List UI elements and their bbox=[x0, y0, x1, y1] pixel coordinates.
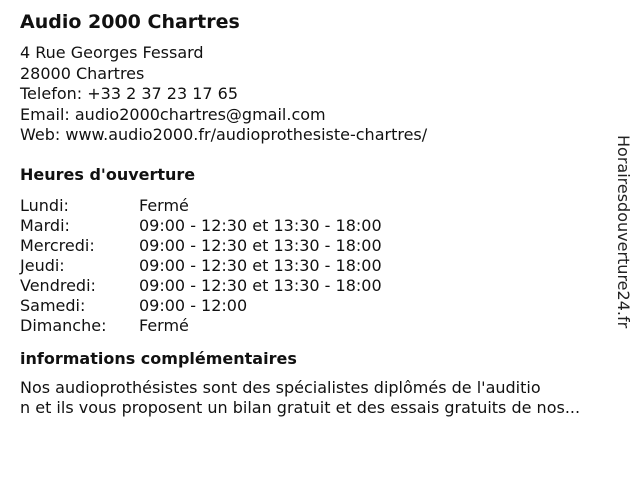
time-value: 09:00 - 12:30 et 13:30 - 18:00 bbox=[139, 215, 382, 235]
business-card bbox=[20, 10, 610, 419]
time-value: 09:00 - 12:30 et 13:30 - 18:00 bbox=[139, 255, 382, 275]
day-label: Mercredi: bbox=[20, 235, 95, 255]
hours-row-vendredi bbox=[20, 276, 610, 296]
address-city: 28000 Chartres bbox=[20, 63, 145, 83]
website-link[interactable]: Web: www.audio2000.fr/audioprothesiste-chartres/ bbox=[20, 125, 428, 144]
contact-block bbox=[20, 43, 610, 146]
hours-row-lundi bbox=[20, 196, 610, 216]
address-street: 4 Rue Georges Fessard bbox=[20, 43, 204, 62]
hours-row-mardi bbox=[20, 216, 610, 236]
info-heading: informations complémentaires bbox=[20, 348, 297, 368]
phone-number[interactable]: Telefon: +33 2 37 23 17 65 bbox=[20, 84, 239, 103]
time-value: 09:00 - 12:00 bbox=[139, 295, 248, 315]
hours-row-mercredi bbox=[20, 236, 610, 256]
hours-heading: Heures d'ouverture bbox=[20, 164, 196, 184]
time-value: 09:00 - 12:30 et 13:30 - 18:00 bbox=[139, 235, 382, 255]
business-name: Audio 2000 Chartres bbox=[20, 11, 240, 33]
info-line: n et ils vous proposent un bilan gratuit et des essais gratuits de nos... bbox=[20, 398, 581, 417]
time-value: 09:00 - 12:30 et 13:30 - 18:00 bbox=[139, 275, 382, 295]
time-value: Fermé bbox=[139, 315, 189, 335]
hours-row-samedi bbox=[20, 296, 610, 316]
day-label: Mardi: bbox=[20, 215, 70, 235]
day-label: Vendredi: bbox=[20, 275, 96, 295]
day-label: Dimanche: bbox=[20, 315, 107, 335]
info-line: Nos audioprothésistes sont des spécialistes diplômés de l'auditio bbox=[20, 377, 541, 397]
hours-row-dimanche bbox=[20, 316, 610, 336]
email-address[interactable]: Email: audio2000chartres@gmail.com bbox=[20, 104, 326, 124]
day-label: Samedi: bbox=[20, 295, 86, 315]
info-description bbox=[20, 378, 610, 419]
opening-hours-table bbox=[20, 196, 610, 336]
site-watermark: Horairesdouverture24.fr bbox=[614, 135, 633, 329]
time-value: Fermé bbox=[139, 195, 189, 215]
hours-row-jeudi bbox=[20, 256, 610, 276]
day-label: Lundi: bbox=[20, 195, 69, 215]
day-label: Jeudi: bbox=[20, 255, 65, 275]
